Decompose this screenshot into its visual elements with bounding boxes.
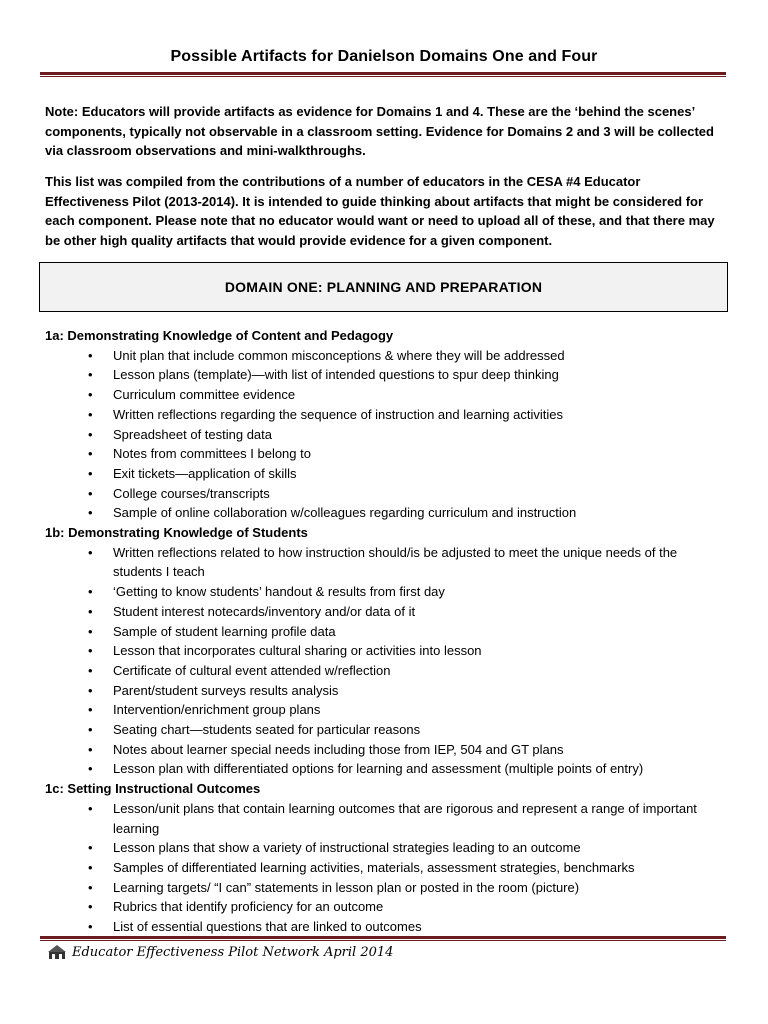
- list-item: • Notes from committees I belong to: [45, 444, 727, 464]
- list-item: • Intervention/enrichment group plans: [45, 700, 727, 720]
- note-paragraph: Note: Educators will provide artifacts as evidence for Domains 1 and 4. These are the ‘behind the scenes’ components, typically not observable in a classroom setting. Evidence for Domains 2 and 3 will be collected via classroom observations and mini-walkthroughs.: [45, 104, 714, 158]
- artifact-list: [45, 543, 727, 779]
- list-item: • Parent/student surveys results analysis: [45, 681, 727, 701]
- list-item: • Sample of student learning profile data: [45, 622, 727, 642]
- intro-paragraph: This list was compiled from the contributions of a number of educators in the CESA #4 Educator Effectiveness Pilot (2013-2014). It is intended to guide thinking about artifacts that might be considered for each component. Please note that no educator would want or need to upload all of these, and that there may be other high quality artifacts that would provide evidence for a given component.: [45, 174, 715, 248]
- list-item: • Samples of differentiated learning activities, materials, assessment strategies, benchmarks: [45, 858, 727, 878]
- list-item: • Exit tickets—application of skills: [45, 464, 727, 484]
- page-title: Possible Artifacts for Danielson Domains One and Four: [170, 48, 598, 65]
- list-item: • Seating chart—students seated for particular reasons: [45, 720, 727, 740]
- footer: [48, 944, 393, 960]
- artifact-list: [45, 346, 727, 523]
- domain-heading-box: [39, 262, 728, 312]
- list-item: • Notes about learner special needs including those from IEP, 504 and GT plans: [45, 740, 727, 760]
- cesa-logo-icon: [48, 944, 66, 960]
- list-item: • List of essential questions that are linked to outcomes: [45, 917, 727, 937]
- list-item: • Rubrics that identify proficiency for an outcome: [45, 897, 727, 917]
- list-item: • Student interest notecards/inventory and/or data of it: [45, 602, 727, 622]
- list-item: • Lesson plans (template)—with list of intended questions to spur deep thinking: [45, 365, 727, 385]
- list-item: • Lesson plan with differentiated options for learning and assessment (multiple points of entry): [45, 759, 727, 779]
- sections-list: [45, 326, 727, 937]
- list-item: • Written reflections regarding the sequence of instruction and learning activities: [45, 405, 727, 425]
- list-item: • Learning targets/ “I can” statements in lesson plan or posted in the room (picture): [45, 878, 727, 898]
- domain-heading: DOMAIN ONE: PLANNING AND PREPARATION: [224, 279, 543, 295]
- section-heading: 1c: Setting Instructional Outcomes: [45, 781, 261, 797]
- list-item: • Lesson that incorporates cultural sharing or activities into lesson: [45, 641, 727, 661]
- section-heading: 1a: Demonstrating Knowledge of Content and Pedagogy: [45, 328, 394, 343]
- list-item: • Certificate of cultural event attended w/reflection: [45, 661, 727, 681]
- header-divider: [40, 72, 726, 77]
- section-heading: 1b: Demonstrating Knowledge of Students: [45, 525, 308, 541]
- list-item: • Unit plan that include common misconceptions & where they will be addressed: [45, 346, 727, 366]
- list-item: • Lesson/unit plans that contain learning outcomes that are rigorous and represent a range of important learning: [45, 799, 727, 838]
- footer-text: Educator Effectiveness Pilot Network April 2014: [72, 944, 394, 960]
- list-item: • Spreadsheet of testing data: [45, 425, 727, 445]
- footer-divider: [40, 936, 726, 941]
- list-item: • Sample of online collaboration w/colleagues regarding curriculum and instruction: [45, 503, 727, 523]
- list-item: • Curriculum committee evidence: [45, 385, 727, 405]
- list-item: • Written reflections related to how instruction should/is be adjusted to meet the unique needs of the students I teach: [45, 543, 727, 582]
- list-item: • ‘Getting to know students’ handout & results from first day: [45, 582, 727, 602]
- artifact-list: [45, 799, 727, 937]
- list-item: • College courses/transcripts: [45, 484, 727, 504]
- list-item: • Lesson plans that show a variety of instructional strategies leading to an outcome: [45, 838, 727, 858]
